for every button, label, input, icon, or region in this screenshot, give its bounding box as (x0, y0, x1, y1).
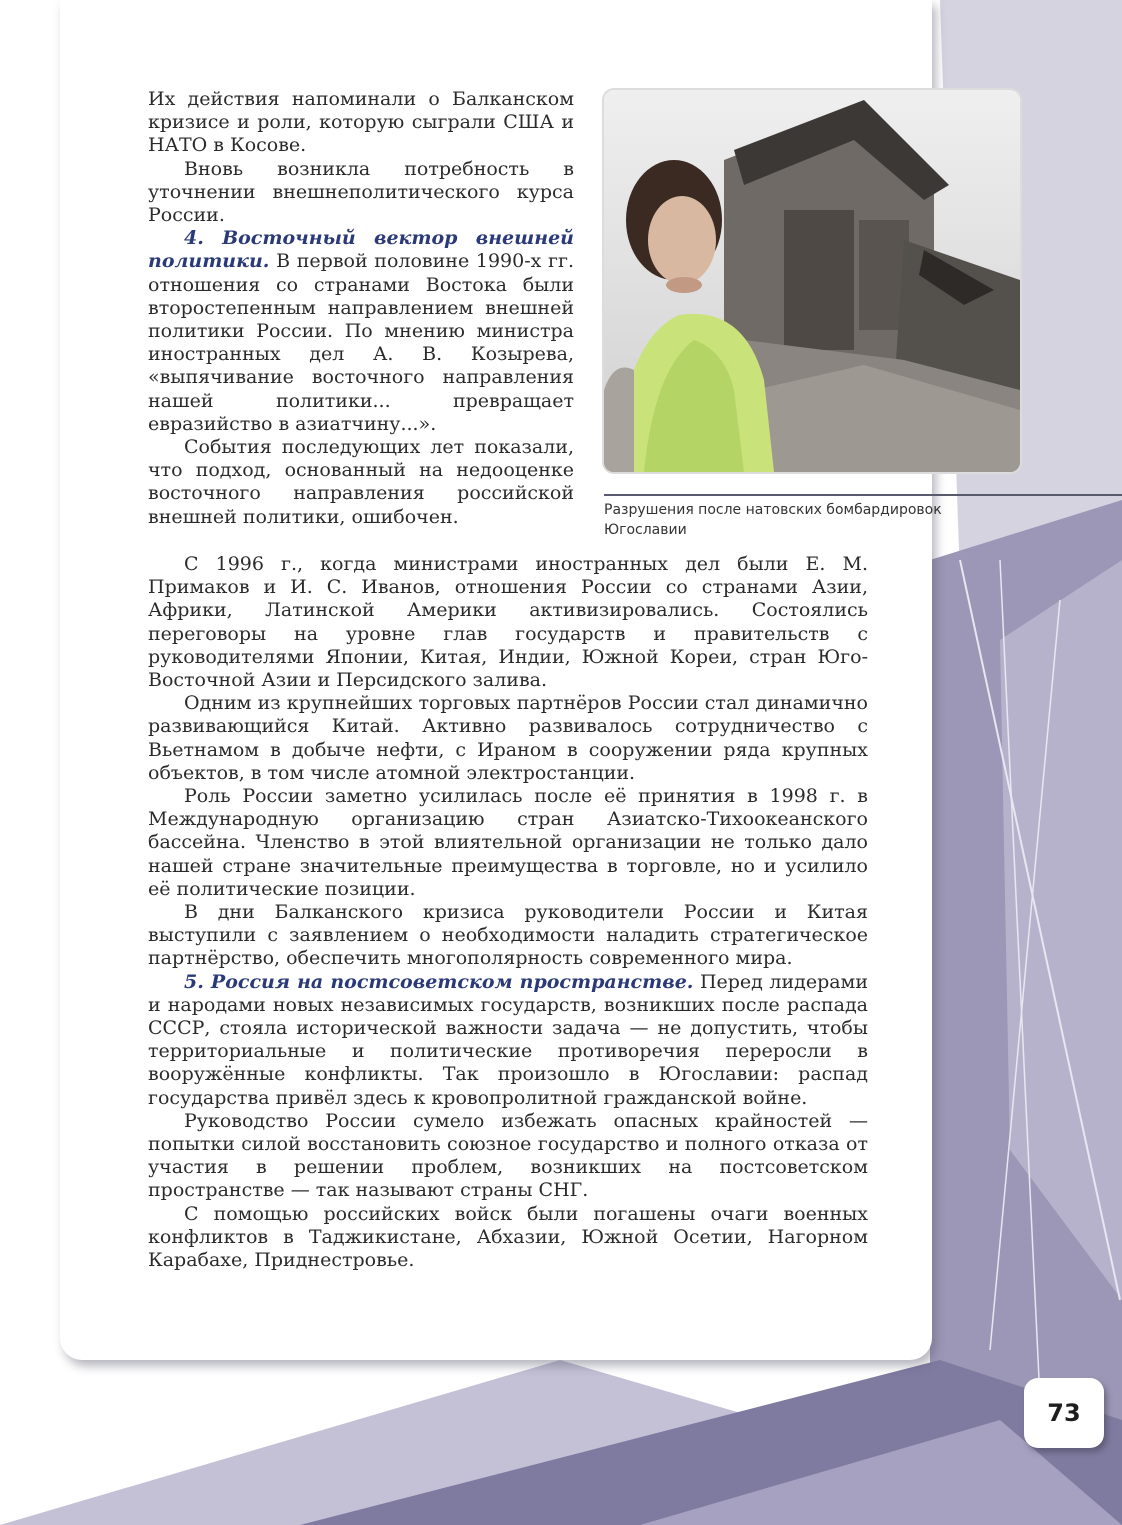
paragraph: С помощью российских войск были погашены очаги военных конфликтов в Таджикистане, Абхазии, Южной Осетии, Нагорном Карабахе, Приднестровье. (148, 1202, 868, 1272)
section-5-heading: 5. Россия на постсоветском пространстве. (184, 970, 694, 993)
page-number: 73 (1047, 1399, 1081, 1427)
section-4-paragraph (148, 227, 574, 436)
paragraph: События последующих лет показали, что подход, основанный на недооценке восточного направления российской внешней политики, ошибочен. (148, 436, 574, 528)
page-number-box (1024, 1378, 1104, 1448)
narrow-text-column (148, 88, 574, 529)
paragraph: Вновь возникла потребность в уточнении внешнеполитического курса России. (148, 157, 574, 227)
section-5-paragraph (148, 971, 868, 1110)
ruined-building-photo (604, 90, 1020, 472)
paragraph: В дни Балканского кризиса руководители России и Китая выступили с заявлением о необходимости наладить стратегическое партнёрство, обеспечить многополярность современного мира. (148, 901, 868, 970)
figure-caption: Разрушения после натовских бомбардировок Югославии (604, 502, 942, 538)
figure-photo (604, 90, 1020, 472)
paragraph: Руководство России сумело избежать опасных крайностей — попытки силой восстановить союзное государство и полного отказа от участия в решении проблем, возникших на постсоветском пространстве — так называют страны СНГ. (148, 1109, 868, 1202)
paragraph: Их действия напоминали о Балканском кризисе и роли, которую сыграли США и НАТО в Косове. (148, 88, 574, 157)
section-4-text: В первой половине 1990-х гг. отношения со странами Востока были второстепенным направлением внешней политики России. По мнению министра иностранных дел А. В. Козырева, «выпячивание восточного направления нашей политики... превращает евразийство в азиатчину...». (148, 250, 574, 435)
paragraph: Одним из крупнейших торговых партнёров России стал динамично развивающийся Китай. Активно развивалось сотрудничество с Вьетнамом в добыче нефти, с Ираном в сооружении ряда крупных объектов, в том числе атомной электростанции. (148, 692, 868, 784)
section-5-text: Перед лидерами и народами новых независимых государств, возникших после распада СССР, стояла исторической важности задача — не допустить, чтобы территориальные и политические противоречия переросли в вооружённые конфликты. Так произошло в Югославии: распад государства привёл здесь к кровопролитной гражданской войне. (148, 970, 868, 1109)
paragraph: С 1996 г., когда министрами иностранных дел были Е. М. Примаков и И. С. Иванов, отношения России со странами Азии, Африки, Латинской Америки активизировались. Состоялись переговоры на уровне глав государств и правительств с руководителями Японии, Китая, Индии, Южной Кореи, стран Юго-Восточной Азии и Персидского залива. (148, 553, 868, 692)
caption-rule (604, 494, 1122, 496)
wide-text-column (148, 553, 868, 1272)
section-4-heading: 4. Восточный вектор внешней политики. (148, 227, 574, 273)
paragraph: Роль России заметно усилилась после её принятия в 1998 г. в Международную организацию стран Азиатско-Тихоокеанского бассейна. Членство в этой влиятельной организации не только дало нашей стране значительные преимущества в торговле, но и усилило её политические позиции. (148, 785, 868, 900)
